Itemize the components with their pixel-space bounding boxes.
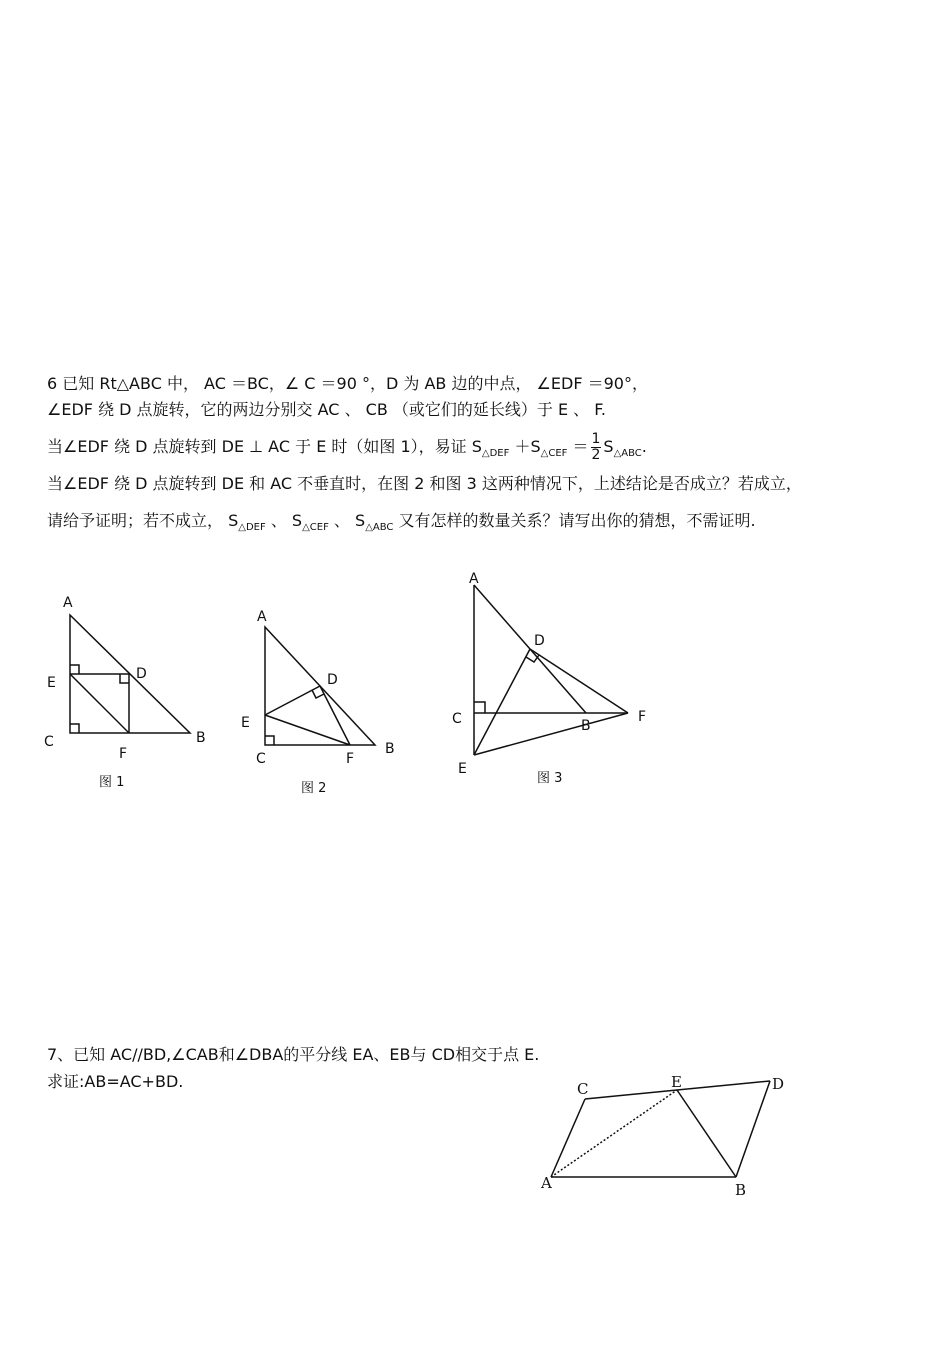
fig3-label-B: B bbox=[581, 718, 591, 734]
fig3-label-E: E bbox=[458, 761, 467, 777]
fig1-right-angle-E bbox=[70, 665, 79, 674]
figure-p7 bbox=[540, 1073, 784, 1199]
figure-2 bbox=[241, 609, 395, 796]
fig1-right-angle-D bbox=[120, 674, 129, 683]
sub-abc: ABC bbox=[621, 448, 642, 459]
fig1-label-B: B bbox=[196, 730, 206, 746]
fig3-DF bbox=[530, 649, 628, 713]
p7-ED bbox=[677, 1081, 770, 1090]
fig3-label-D: D bbox=[534, 633, 545, 649]
fig2-label-E: E bbox=[241, 715, 250, 731]
p7-EB bbox=[677, 1090, 736, 1177]
fig1-right-angle-C bbox=[70, 724, 79, 733]
p7-label-B: B bbox=[735, 1181, 747, 1199]
p7-line-2: 求证:AB=AC+BD. bbox=[47, 1072, 184, 1091]
p7-label-D: D bbox=[772, 1075, 785, 1093]
fig1-label-A: A bbox=[63, 595, 73, 611]
fig2-caption: 图 2 bbox=[301, 781, 327, 796]
p6-line-5-post: 又有怎样的数量关系？请写出你的猜想，不需证明. bbox=[398, 511, 756, 530]
p7-line-1: 7、已知 AC//BD,∠CAB和∠DBA的平分线 EA、EB与 CD相交于点 E. bbox=[47, 1045, 540, 1064]
sub-def: DEF bbox=[489, 448, 510, 459]
fig1-caption: 图 1 bbox=[99, 775, 125, 790]
fig2-label-F: F bbox=[346, 751, 355, 767]
p6-line-4: 当∠EDF 绕 D 点旋转到 DE 和 AC 不垂直时，在图 2 和图 3 这两种情况下，上述结论是否成立？若成立， bbox=[47, 474, 802, 493]
figure-3 bbox=[452, 571, 646, 786]
p6-line-3-text: 当∠EDF 绕 D 点旋转到 DE ⊥ AC 于 E 时（如图 1），易证 bbox=[47, 437, 472, 456]
fig3-label-A: A bbox=[469, 571, 479, 587]
p6-line-2: ∠EDF 绕 D 点旋转，它的两边分别交 AC 、 CB （或它们的延长线）于 E 、 F. bbox=[47, 400, 606, 419]
fig2-label-A: A bbox=[257, 609, 267, 625]
fig3-label-F: F bbox=[638, 709, 647, 725]
fig2-label-D: D bbox=[327, 672, 338, 688]
p7-label-E: E bbox=[671, 1073, 682, 1091]
fig2-right-angle-C bbox=[265, 736, 274, 745]
p7-CE bbox=[585, 1090, 677, 1099]
p7-label-A: A bbox=[541, 1174, 552, 1192]
p7-label-C: C bbox=[577, 1080, 589, 1098]
fig3-caption: 图 3 bbox=[537, 771, 563, 786]
p7-DB bbox=[736, 1081, 770, 1177]
fig2-label-B: B bbox=[385, 741, 395, 757]
fig3-label-C: C bbox=[452, 711, 462, 727]
fig1-label-D: D bbox=[136, 666, 147, 682]
figure-1 bbox=[44, 595, 206, 790]
p6-line-3: 当∠EDF 绕 D 点旋转到 DE ⊥ AC 于 E 时（如图 1），易证 $S_{\triangle DEF} +S_{\triangle CEF}$ ＝ $\frac{1}{2}$ $S_{\triangle ABC}$. bbox=[47, 431, 647, 463]
fig3-right-angle-C bbox=[474, 702, 485, 713]
fig1-label-E: E bbox=[47, 675, 56, 691]
p6-line-5: 请给予证明；若不成立， $S_{\triangle DEF}$ 、 $S_{\triangle CEF}$ 、 $S_{\triangle ABC}$ 又有怎样的数量关系？请写出你的猜想，不需证明. bbox=[47, 511, 756, 533]
p6-line-1: 6 已知 Rt△ABC 中， AC ＝BC，∠ C ＝90 °，D 为 AB 边的中点， ∠EDF ＝90°， bbox=[47, 374, 648, 393]
sub-cef: CEF bbox=[548, 448, 568, 459]
fraction-half: $\frac{1}{2}$ bbox=[591, 431, 601, 463]
fig1-label-C: C bbox=[44, 734, 54, 750]
fig2-label-C: C bbox=[256, 751, 266, 767]
p6-line-5-pre: 请给予证明；若不成立， bbox=[47, 511, 229, 530]
fig3-EF bbox=[474, 713, 628, 755]
fig1-label-F: F bbox=[119, 746, 128, 762]
